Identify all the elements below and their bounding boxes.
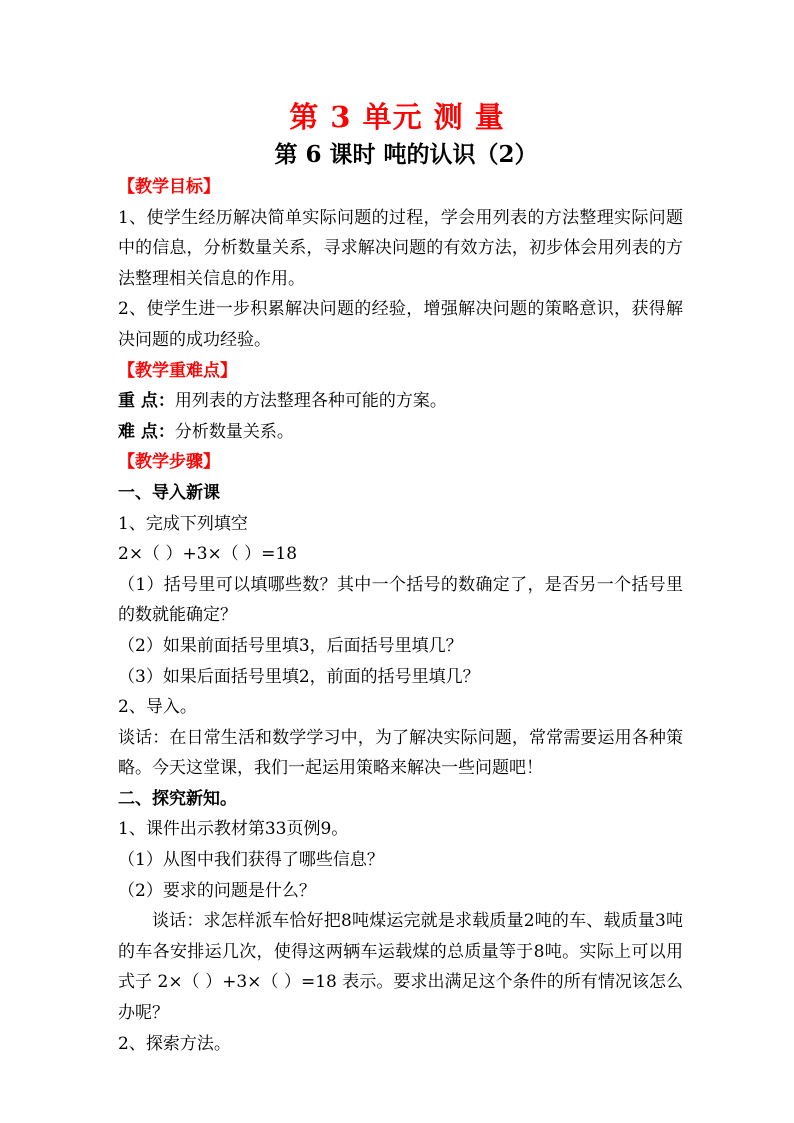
unit-title: 第 3 单元 测 量 <box>289 100 505 134</box>
part2-question-1: （1）从图中我们获得了哪些信息？ <box>118 850 384 871</box>
objective-item-1: 1、使学生经历解决简单实际问题的过程，学会用列表的方法整理实际问题中的信息，分析数量关系，寻求解决问题的有效方法，初步体会用列表的方法整理相关信息的作用。 <box>118 207 683 289</box>
key-point-line <box>118 386 683 417</box>
objective-item-2: 2、使学生进一步积累解决问题的经验，增强解决问题的策略意识，获得解决问题的成功经验。 <box>118 299 683 350</box>
part2-talk: 谈话：求怎样派车恰好把8吨煤运完就是求载质量2吨的车、载质量3吨的车各安排运几次，使得这两辆车运载煤的总质量等于8吨。实际上可以用式子 2×（ ）+3×（ ）=18 表示。要求出满足这个条件的所有情况该怎么办呢？ <box>118 911 683 1024</box>
key-point-label: 重 点： <box>118 391 175 412</box>
key-point-text: 用列表的方法整理各种可能的方案。 <box>174 391 447 412</box>
part2-item-1: 1、课件出示教材第33页例9。 <box>118 819 349 840</box>
part1-item-2: 2、导入。 <box>118 697 197 718</box>
part1-item-1: 1、完成下列填空 <box>118 513 248 534</box>
part1-equation: 2×（ ）+3×（ ）=18 <box>118 544 298 565</box>
part2-item-2: 2、探索方法。 <box>118 1033 231 1054</box>
part1-question-2: （2）如果前面括号里填3，后面括号里填几？ <box>118 635 463 656</box>
keypoints-heading: 【教学重难点】 <box>118 360 237 381</box>
objectives-heading: 【教学目标】 <box>118 177 220 197</box>
document-body <box>118 172 683 1059</box>
part1-talk: 谈话：在日常生活和数学学习中，为了解决实际问题，常常需要运用各种策略。今天这堂课，我们一起运用策略来解决一些问题吧！ <box>118 727 683 779</box>
steps-heading: 【教学步骤】 <box>118 452 220 473</box>
difficult-point-text: 分析数量关系。 <box>174 421 294 442</box>
part2-heading: 二、探究新知。 <box>118 788 237 809</box>
lesson-subtitle: 第 6 课时 吨的认识（2） <box>274 141 538 168</box>
part1-question-3: （3）如果后面括号里填2，前面的括号里填几？ <box>118 666 480 687</box>
difficult-point-line <box>118 417 683 448</box>
part2-question-2: （2）要求的问题是什么？ <box>118 880 316 901</box>
difficult-point-label: 难 点： <box>118 421 175 442</box>
part1-heading: 一、导入新课 <box>118 482 220 503</box>
part1-question-1: （1）括号里可以填哪些数？其中一个括号的数确定了，是否另一个括号里的数就能确定？ <box>118 574 683 626</box>
